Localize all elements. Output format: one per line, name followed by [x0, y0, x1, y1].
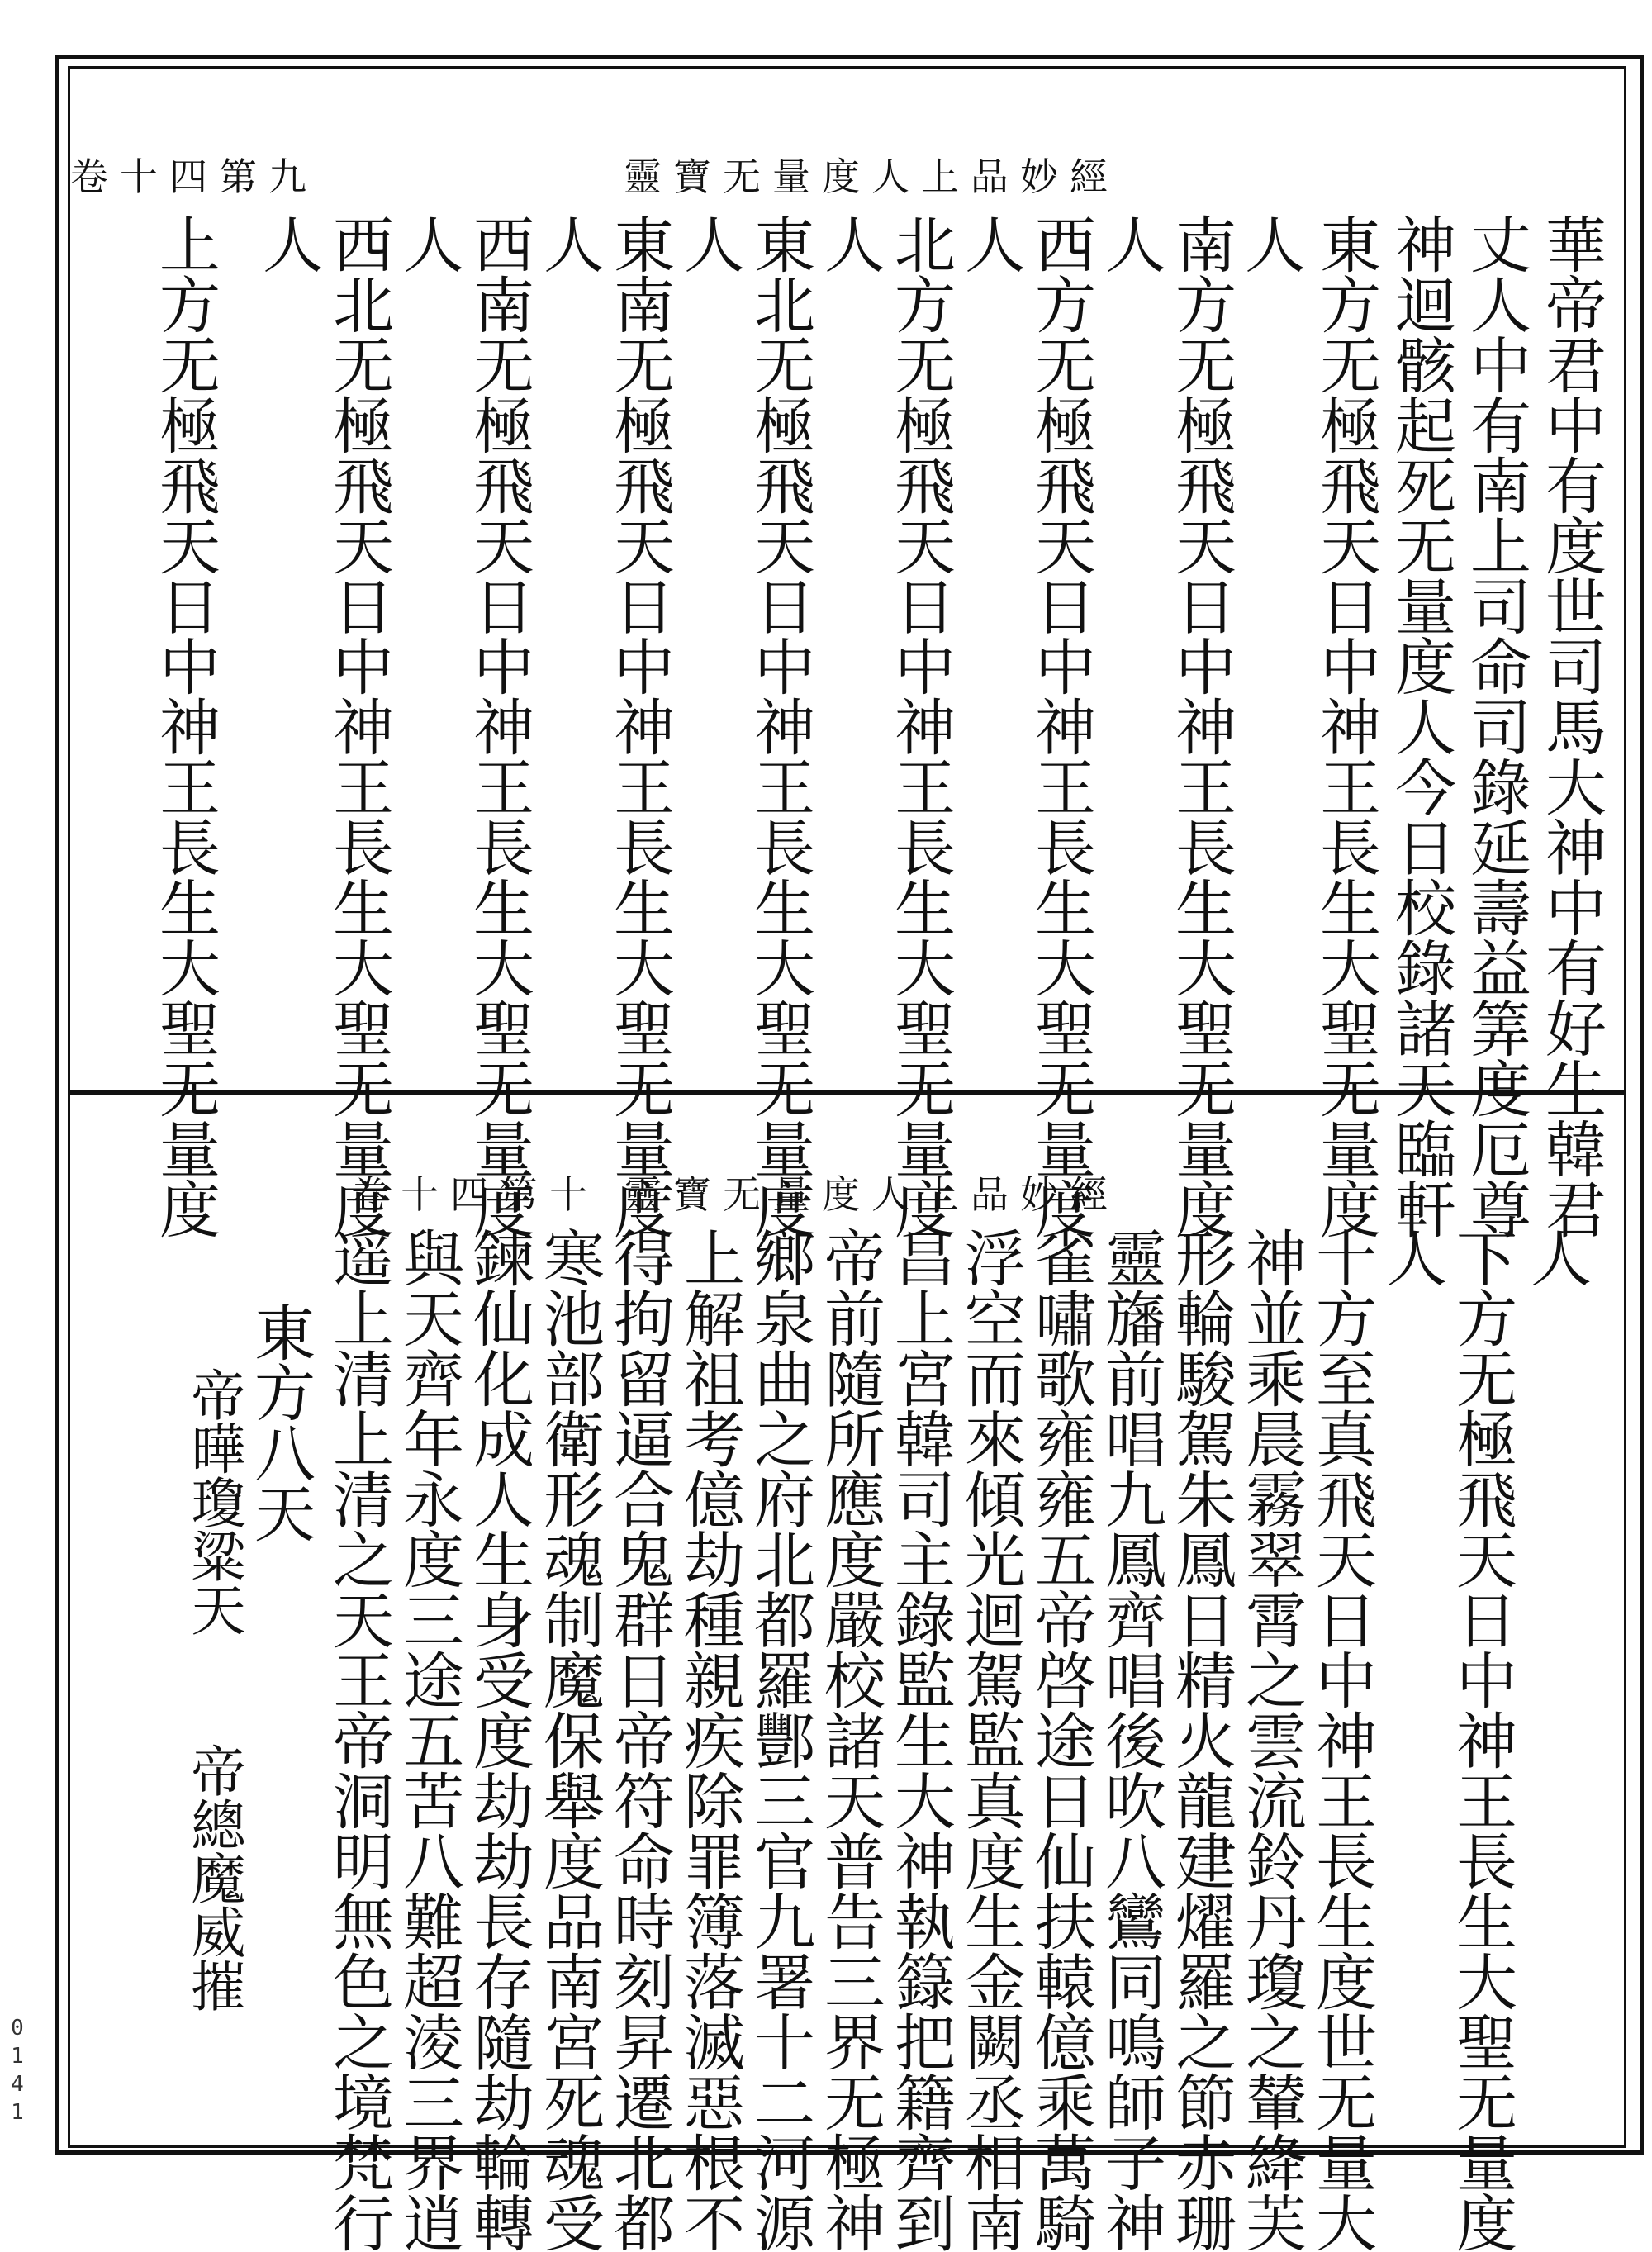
- text-column: 下方无極飛天日中神王長生大聖无量度: [1446, 1227, 1517, 2252]
- text-column: 西南无極飛天日中神王長生大聖无量度: [463, 213, 534, 1238]
- text-column: 華帝君中有度世司馬大神中有好生韓君: [1536, 213, 1607, 1238]
- top-header-volume: 卷十四第九: [70, 154, 318, 199]
- text-column: 靈旛前唱九鳳齊唱後吹八鸞同鳴師子神: [1095, 1227, 1166, 2252]
- text-column: 形輪駿駕朱鳳日精火龍建燿羅之節赤珊: [1165, 1227, 1237, 2252]
- page-number: 0141: [5, 2016, 30, 2128]
- text-column: 南方无極飛天日中神王長生大聖无量度: [1165, 213, 1237, 1238]
- text-column: 遥上清上清之天王帝洞明無色之境梵行: [323, 1227, 394, 2252]
- text-column: 人: [1095, 213, 1166, 273]
- text-column: 西方无極飛天日中神王長生大聖无量度: [1025, 213, 1096, 1238]
- text-column: 昌上宮韓司主錄監生大神執籙把籍齊到: [885, 1227, 956, 2252]
- text-column: 帝前隨所應度嚴校諸天普告三界无極神: [814, 1227, 885, 2252]
- bottom-header-volume-box: [351, 1165, 599, 1219]
- text-column: 得拘留逼合鬼群日帝符命時刻昇遷北都: [604, 1227, 675, 2252]
- text-column: 人: [1521, 1227, 1592, 1287]
- bottom-header-volume: 卷十四第十: [351, 1172, 599, 1217]
- text-column: 人: [1235, 213, 1306, 273]
- top-header-title: 靈寶无量度人上品妙經: [624, 154, 1119, 199]
- text-column: 帝曄瓊粱天 帝總魔威摧: [182, 1367, 245, 2012]
- text-column: 雀嘯歌雍雍五帝啓途日仙扶轅億乘萬騎: [1025, 1227, 1096, 2252]
- top-header: [624, 147, 1119, 202]
- text-column: 人: [253, 213, 324, 273]
- bottom-header-title: 靈寶无量度人上品妙經: [624, 1172, 1119, 1217]
- text-column: 鄉泉曲之府北都羅酆三官九署十二河源: [744, 1227, 815, 2252]
- text-column: 十方至真飛天日中神王長生度世无量大: [1306, 1227, 1377, 2252]
- text-column: 寒池部衛形魂制魔保舉度品南宮死魂受: [534, 1227, 605, 2252]
- text-column: 人: [534, 213, 605, 273]
- text-column: 神並乘晨霧翠霄之雲流鈴丹瓊之輦絳芙: [1236, 1227, 1307, 2252]
- bottom-panel: [70, 1095, 1624, 2252]
- top-header-volume-box: [70, 147, 318, 202]
- text-column: 鍊仙化成人生身受度劫劫長存隨劫輪轉: [463, 1227, 534, 2252]
- text-column: 丈人中有南上司命司錄延壽益筭度厄尊: [1460, 213, 1531, 1238]
- text-column: 東南无極飛天日中神王長生大聖无量度: [604, 213, 675, 1238]
- bottom-header: [624, 1165, 1119, 1219]
- text-column: 人: [955, 213, 1026, 273]
- text-column: 人: [814, 213, 885, 273]
- text-column: 人: [393, 213, 464, 273]
- text-column: 東方无極飛天日中神王長生大聖无量度: [1310, 213, 1381, 1238]
- text-column: 與天齊年永度三途五苦八難超淩三界逍: [393, 1227, 464, 2252]
- text-column: 上方无極飛天日中神王長生大聖无量度: [150, 213, 221, 1238]
- text-column: 人: [674, 213, 745, 273]
- text-column: 神迴骸起死无量度人今日校錄諸天臨軒: [1385, 213, 1456, 1238]
- text-column: 東北无極飛天日中神王長生大聖无量度: [744, 213, 815, 1238]
- text-column: 東方八天: [244, 1301, 316, 1542]
- text-column: 上解祖考億劫種親疾除罪簿落滅惡根不: [674, 1227, 745, 2252]
- text-column: 人: [1376, 1227, 1447, 1287]
- text-column: 西北无極飛天日中神王長生大聖无量度: [323, 213, 394, 1238]
- text-column: 北方无極飛天日中神王長生大聖无量度: [885, 213, 956, 1238]
- text-column: 浮空而來傾光迴駕監真度生金闕丞相南: [955, 1227, 1026, 2252]
